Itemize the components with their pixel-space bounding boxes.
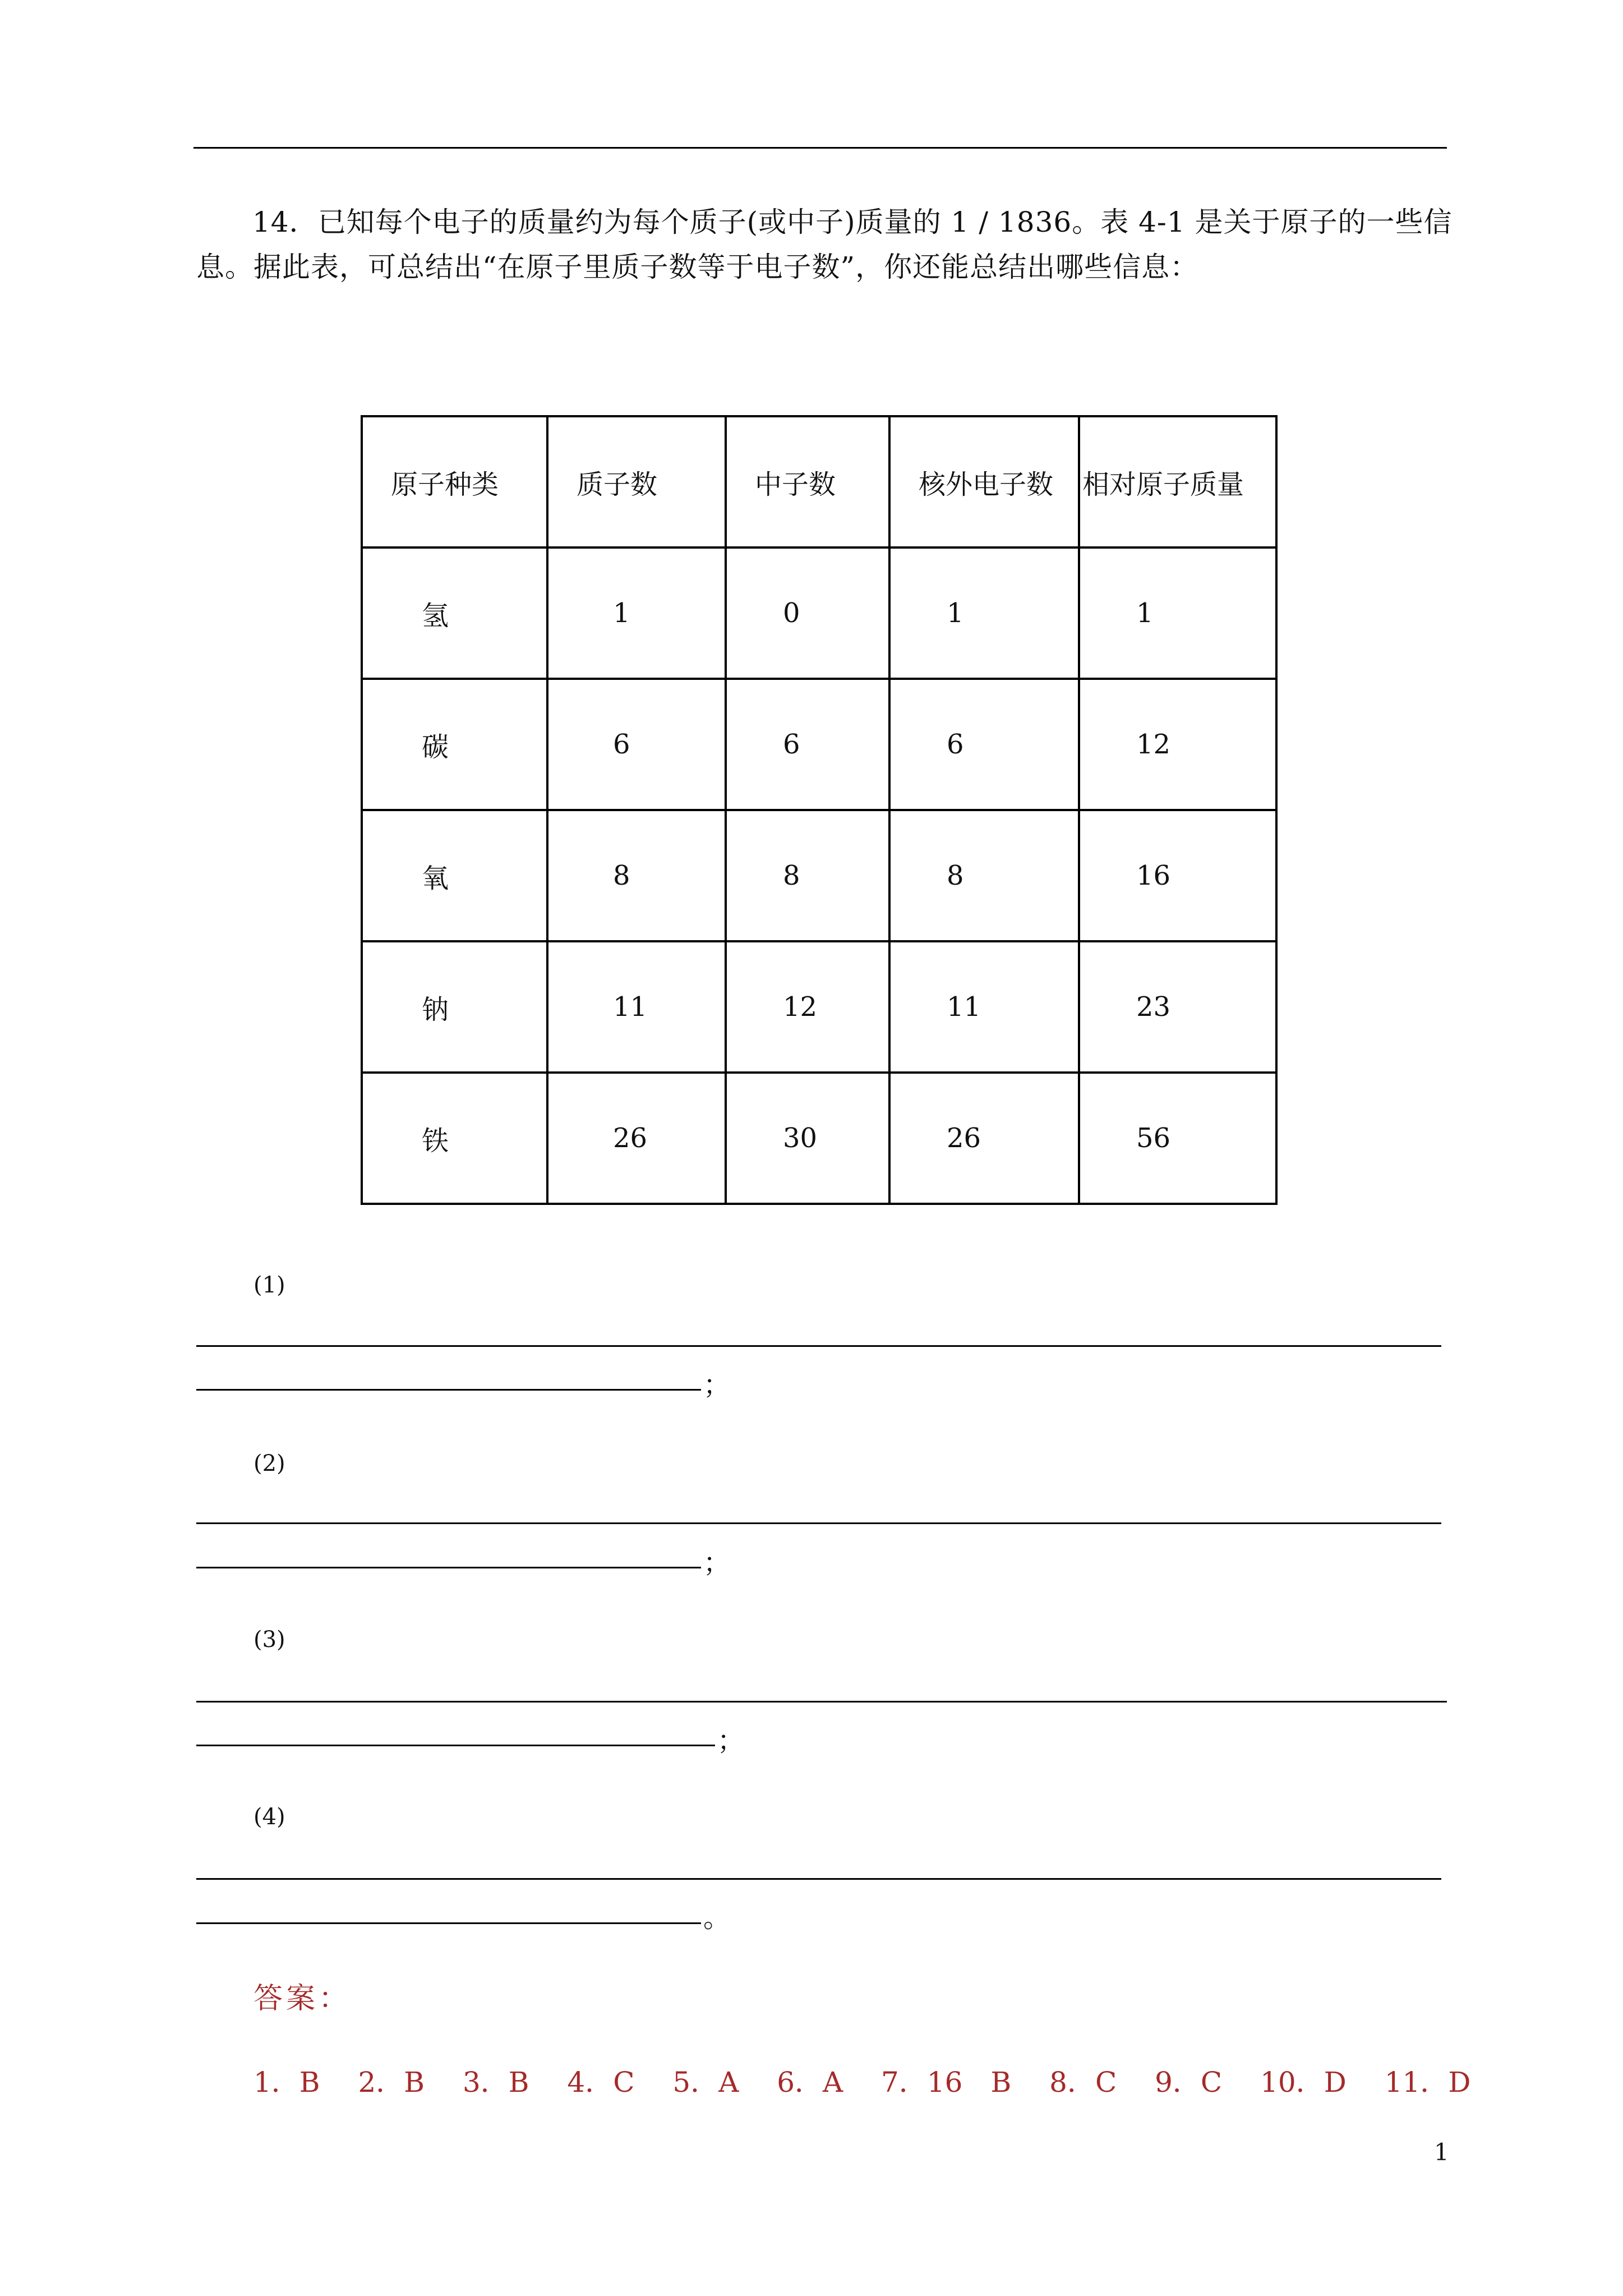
- table-cell: 16: [1079, 810, 1276, 941]
- header-cell: 质子数: [547, 416, 726, 547]
- answer-item: 9．C: [1155, 2066, 1223, 2099]
- table-header-row: [362, 416, 1276, 547]
- answer-list: [253, 2060, 1500, 2100]
- blank-label-4: (4): [253, 1804, 285, 1830]
- table-cell: 铁: [362, 1073, 547, 1204]
- header-cell: 原子种类: [362, 416, 547, 547]
- table-row: [362, 1073, 1276, 1204]
- table-cell: 6: [547, 679, 726, 810]
- table-cell: 1: [1079, 547, 1276, 679]
- question-text: 14．已知每个电子的质量约为每个质子(或中子)质量的 1 / 1836。表 4-1 是关于原子的一些信息。据此表，可总结出“在原子里质子数等于电子数”，你还能总结出哪些信息：: [196, 206, 1453, 283]
- table-cell: 56: [1079, 1073, 1276, 1204]
- answer-item: 8．C: [1049, 2066, 1117, 2099]
- blank-end-punct: ；: [717, 1725, 745, 1756]
- header-rule: [193, 147, 1447, 149]
- table-cell: 12: [1079, 679, 1276, 810]
- table-cell: 1: [889, 547, 1079, 679]
- table-cell: 8: [547, 810, 726, 941]
- table-cell: 8: [726, 810, 889, 941]
- table-cell: 23: [1079, 941, 1276, 1073]
- table-cell: 11: [547, 941, 726, 1073]
- answer-line: [196, 1701, 1447, 1703]
- table-cell: 8: [889, 810, 1079, 941]
- table-cell: 钠: [362, 941, 547, 1073]
- page-number: 1: [1434, 2138, 1449, 2166]
- table-cell: 6: [726, 679, 889, 810]
- answer-item: 3．B: [462, 2066, 529, 2099]
- table-cell: 氢: [362, 547, 547, 679]
- header-cell: 相对原子质量: [1079, 416, 1276, 547]
- answer-item: 7．16 B: [881, 2066, 1012, 2099]
- answer-line-short: [196, 1389, 701, 1391]
- table-cell: 6: [889, 679, 1079, 810]
- answer-line: [196, 1345, 1441, 1347]
- table-cell: 12: [726, 941, 889, 1073]
- table-cell: 碳: [362, 679, 547, 810]
- answer-line-short: [196, 1567, 701, 1568]
- table-cell: 30: [726, 1073, 889, 1204]
- table-cell: 氧: [362, 810, 547, 941]
- blank-label-2: (2): [253, 1451, 285, 1476]
- answer-line-short: [196, 1745, 715, 1746]
- table-row: [362, 810, 1276, 941]
- table-row: [362, 547, 1276, 679]
- answer-line-short: [196, 1922, 701, 1924]
- answer-item: 10．D: [1260, 2066, 1347, 2099]
- blank-label-3: (3): [253, 1627, 285, 1653]
- answer-item: 11．D: [1384, 2066, 1471, 2099]
- answer-item: 6．A: [777, 2066, 843, 2099]
- table-cell: 0: [726, 547, 889, 679]
- blank-end-punct: ；: [703, 1547, 731, 1579]
- blank-end-punct: 。: [703, 1902, 731, 1934]
- answer-item: 2．B: [358, 2066, 425, 2099]
- table-cell: 26: [547, 1073, 726, 1204]
- header-cell: 核外电子数: [889, 416, 1079, 547]
- blank-label-1: (1): [253, 1272, 285, 1298]
- answer-item: 5．A: [672, 2066, 739, 2099]
- atom-info-table: [361, 415, 1278, 1205]
- answers-heading: 答案：: [253, 1982, 352, 2016]
- blank-end-punct: ；: [703, 1369, 731, 1401]
- table-row: [362, 679, 1276, 810]
- answer-line: [196, 1522, 1441, 1524]
- table-cell: 11: [889, 941, 1079, 1073]
- header-cell: 中子数: [726, 416, 889, 547]
- table-cell: 26: [889, 1073, 1079, 1204]
- answer-item: 4．C: [567, 2066, 635, 2099]
- answer-line: [196, 1878, 1441, 1880]
- table-row: [362, 941, 1276, 1073]
- table-cell: 1: [547, 547, 726, 679]
- answer-item: 1．B: [253, 2066, 320, 2099]
